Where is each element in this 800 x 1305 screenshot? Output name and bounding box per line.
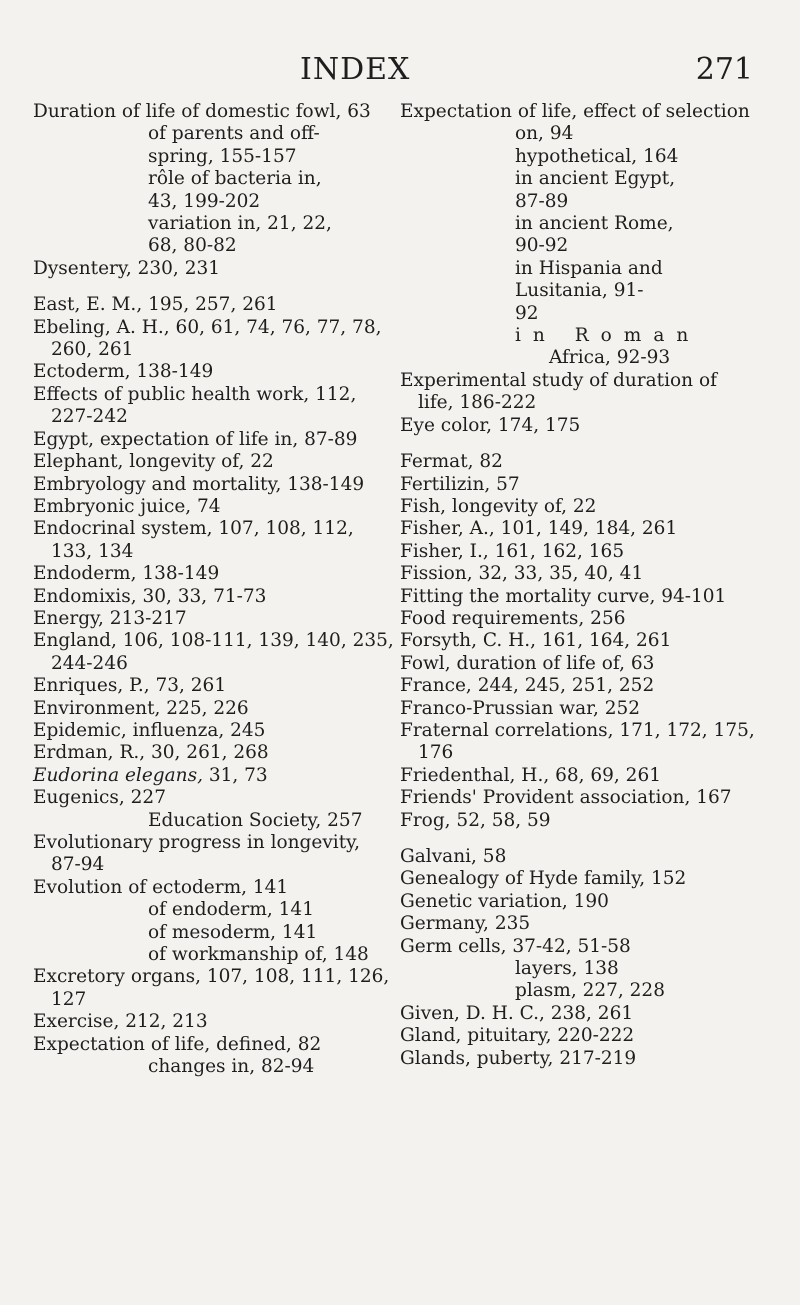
index-continuation: 87-94 <box>51 854 105 876</box>
index-entry: Fraternal correlations, 171, 172, 175, <box>400 719 755 741</box>
index-entry: Friedenthal, H., 68, 69, 261 <box>400 764 661 786</box>
index-entry: Gland, pituitary, 220-222 <box>400 1025 635 1047</box>
index-entry: Germ cells, 37-42, 51-58 <box>400 935 631 957</box>
page-number: 271 <box>695 52 753 87</box>
index-subentry: of parents and off- <box>148 123 320 145</box>
index-column-right <box>400 101 766 1070</box>
index-entry: Enriques, P., 73, 261 <box>33 675 227 697</box>
index-subentry: of endoderm, 141 <box>148 899 314 921</box>
index-subentry: changes in, 82-94 <box>148 1056 315 1078</box>
index-entry: Forsyth, C. H., 161, 164, 261 <box>400 630 672 652</box>
index-entry: Experimental study of duration of <box>400 369 717 391</box>
index-subentry: of workmanship of, 148 <box>148 944 369 966</box>
index-entry: Endocrinal system, 107, 108, 112, <box>33 518 354 540</box>
index-entry: Evolutionary progress in longevity, <box>33 832 361 853</box>
index-entry: Duration of life of domestic fowl, 63 <box>33 101 371 122</box>
index-entry: Fertilizin, 57 <box>400 473 520 495</box>
index-entry: Energy, 213-217 <box>33 607 187 629</box>
index-subentry: 68, 80-82 <box>148 235 237 257</box>
index-entry: Environment, 225, 226 <box>33 697 249 719</box>
index-entry: Elephant, longevity of, 22 <box>33 451 274 473</box>
index-entry: Fish, longevity of, 22 <box>400 495 597 517</box>
index-entry: Fisher, I., 161, 162, 165 <box>400 540 625 562</box>
index-subentry: in ancient Egypt, <box>515 168 676 190</box>
index-subentry: Education Society, 257 <box>148 809 363 831</box>
index-entry: Eye color, 174, 175 <box>400 414 581 436</box>
index-entry: Glands, puberty, 217-219 <box>400 1047 637 1069</box>
index-subentry: 87-89 <box>515 190 569 212</box>
index-entry: Genealogy of Hyde family, 152 <box>400 868 687 890</box>
index-entry: Galvani, 58 <box>400 846 507 867</box>
index-continuation: 133, 134 <box>51 540 134 562</box>
index-entry: Food requirements, 256 <box>400 607 626 629</box>
index-entry: Embryonic juice, 74 <box>33 495 221 517</box>
index-entry: Ebeling, A. H., 60, 61, 74, 76, 77, 78, <box>33 316 382 338</box>
index-entry: Ectoderm, 138-149 <box>33 361 214 383</box>
entry-pages: 31, 73 <box>202 764 268 786</box>
index-entry: Genetic variation, 190 <box>400 890 609 912</box>
index-entry: Friends' Provident association, 167 <box>400 787 732 809</box>
index-subentry: on, 94 <box>515 123 574 145</box>
index-entry: Endomixis, 30, 33, 71-73 <box>33 585 267 607</box>
index-subentry: in Roman <box>515 325 701 347</box>
index-subentry: in Hispania and <box>515 257 663 279</box>
index-entry: Exercise, 212, 213 <box>33 1011 208 1033</box>
index-entry: Fisher, A., 101, 149, 184, 261 <box>400 518 678 540</box>
index-entry: Fitting the mortality curve, 94-101 <box>400 585 727 607</box>
index-subentry: 90-92 <box>515 235 569 257</box>
index-entry: Germany, 235 <box>400 913 531 935</box>
index-subentry: in ancient Rome, <box>515 213 674 235</box>
index-entry: Endoderm, 138-149 <box>33 563 220 585</box>
page-title: INDEX <box>300 52 411 87</box>
index-entry: England, 106, 108-111, 139, 140, 235, <box>33 630 394 652</box>
index-entry: Franco-Prussian war, 252 <box>400 697 641 719</box>
index-entry: Fowl, duration of life of, 63 <box>400 652 655 674</box>
page-header <box>0 52 800 96</box>
index-entry: Epidemic, influenza, 245 <box>33 719 266 741</box>
index-entry: Embryology and mortality, 138-149 <box>33 473 365 495</box>
index-entry: Fermat, 82 <box>400 451 503 473</box>
index-continuation: 176 <box>418 742 454 764</box>
index-entry: Egypt, expectation of life in, 87-89 <box>33 428 358 450</box>
index-entry: France, 244, 245, 251, 252 <box>400 675 655 697</box>
index-subentry: plasm, 227, 228 <box>515 980 665 1002</box>
index-subentry: Africa, 92-93 <box>549 347 671 369</box>
index-subentry: rôle of bacteria in, <box>148 168 322 190</box>
index-entry: Expectation of life, effect of selection <box>400 101 750 122</box>
index-entry: Effects of public health work, 112, <box>33 383 357 405</box>
index-entry: Dysentery, 230, 231 <box>33 257 221 279</box>
index-continuation: 244-246 <box>51 652 128 674</box>
index-continuation: 127 <box>51 988 87 1010</box>
index-continuation: 260, 261 <box>51 339 134 361</box>
index-entry: Excretory organs, 107, 108, 111, 126, <box>33 966 390 988</box>
index-subentry: of mesoderm, 141 <box>148 921 318 943</box>
index-subentry: variation in, 21, 22, <box>148 213 332 235</box>
index-entry: Given, D. H. C., 238, 261 <box>400 1002 634 1024</box>
index-entry: Erdman, R., 30, 261, 268 <box>33 742 269 764</box>
index-column-left <box>33 101 398 1078</box>
index-subentry: 43, 199-202 <box>148 190 261 212</box>
index-entry: Evolution of ectoderm, 141 <box>33 876 289 898</box>
index-subentry: spring, 155-157 <box>148 145 297 167</box>
index-continuation: life, 186-222 <box>418 392 537 414</box>
index-entry: East, E. M., 195, 257, 261 <box>33 294 278 316</box>
index-entry: Frog, 52, 58, 59 <box>400 809 551 831</box>
index-entry <box>33 765 398 787</box>
index-subentry: Lusitania, 91- <box>515 280 644 302</box>
index-subentry: hypothetical, 164 <box>515 145 679 167</box>
index-entry: Expectation of life, defined, 82 <box>33 1033 322 1055</box>
index-entry: Eugenics, 227 <box>33 787 166 809</box>
species-name: Eudorina elegans, <box>33 764 203 786</box>
index-subentry: layers, 138 <box>515 958 619 980</box>
index-subentry: 92 <box>515 302 539 324</box>
index-entry: Fission, 32, 33, 35, 40, 41 <box>400 563 644 585</box>
index-continuation: 227-242 <box>51 406 128 428</box>
